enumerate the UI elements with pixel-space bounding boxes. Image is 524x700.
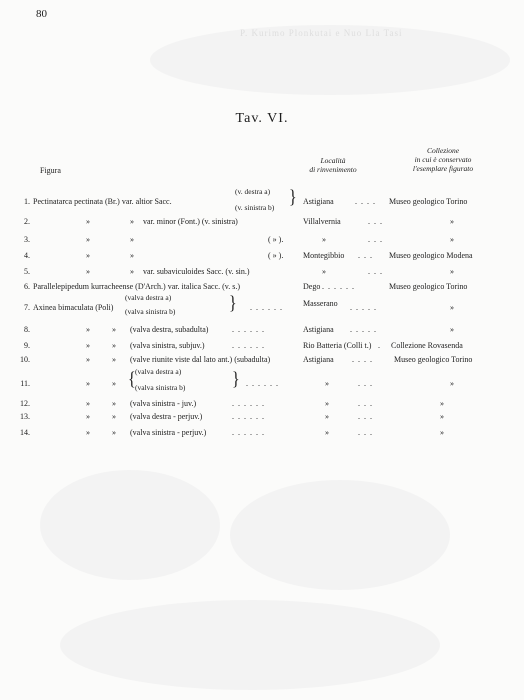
- valve-label: (valva sinistra b): [135, 383, 186, 392]
- figure-number: 14.: [20, 428, 30, 437]
- valve-label: (valva destra a): [135, 367, 182, 376]
- ditto-mark: »: [130, 217, 134, 226]
- leader-dots: .....: [350, 325, 380, 334]
- table-row: [0, 293, 524, 316]
- ditto-mark: »: [86, 355, 90, 364]
- ditto-mark: »: [130, 235, 134, 244]
- locality: »: [325, 428, 329, 437]
- ditto-mark: »: [86, 251, 90, 260]
- ditto-mark: »: [112, 379, 116, 388]
- ditto-mark: »: [86, 399, 90, 408]
- locality: Dego: [303, 282, 321, 291]
- table-row: [0, 266, 524, 280]
- page-number: 80: [36, 8, 47, 20]
- ditto-mark: »: [112, 399, 116, 408]
- table-row: [0, 216, 524, 230]
- ditto-mark: »: [86, 267, 90, 276]
- table-row: [0, 427, 524, 441]
- figure-number: 5.: [24, 267, 30, 276]
- ditto-mark: »: [112, 325, 116, 334]
- collection: »: [450, 325, 454, 334]
- leader-dots: .: [378, 341, 384, 350]
- figure-number: 10.: [20, 355, 30, 364]
- ditto-mark: »: [112, 428, 116, 437]
- table-row: [0, 398, 524, 412]
- species-description: var. subaviculoides Sacc. (v. sin.): [143, 267, 250, 276]
- species-description: (valva sinistra - perjuv.): [130, 428, 207, 437]
- figure-number: 2.: [24, 217, 30, 226]
- locality: Astigiana: [303, 325, 334, 334]
- figure-number: 9.: [24, 341, 30, 350]
- header-line: Località: [320, 156, 346, 165]
- leader-dots: ......: [232, 399, 268, 408]
- header-line: in cui è conservato: [414, 155, 472, 164]
- locality: »: [325, 379, 329, 388]
- ditto-mark: »: [86, 235, 90, 244]
- brace-mark: {: [128, 369, 136, 390]
- table-row: [0, 324, 524, 338]
- locality: Astigiana: [303, 197, 334, 206]
- leader-dots: .....: [350, 303, 380, 312]
- plate-title: Tav. VI.: [235, 111, 289, 126]
- locality: Astigiana: [303, 355, 334, 364]
- ditto-mark: »: [86, 217, 90, 226]
- ditto-mark: »: [86, 341, 90, 350]
- species-description: (valva destra, subadulta): [130, 325, 209, 334]
- collection: Collezione Rovasenda: [391, 341, 463, 350]
- leader-dots: ...: [368, 267, 386, 276]
- ditto-mark: »: [130, 251, 134, 260]
- locality: Montegibbio: [303, 251, 345, 260]
- figure-number: 4.: [24, 251, 30, 260]
- brace-mark: }: [232, 369, 240, 390]
- collection: »: [450, 379, 454, 388]
- leader-dots: ......: [250, 303, 286, 312]
- leader-dots: ....: [355, 197, 379, 206]
- locality: »: [322, 235, 326, 244]
- species-description: (valva sinistra - juv.): [130, 399, 197, 408]
- collection: »: [440, 399, 444, 408]
- leader-dots: ...: [358, 399, 376, 408]
- collection: »: [450, 267, 454, 276]
- valve-label: (valva sinistra b): [125, 307, 176, 316]
- leader-dots: ...: [368, 235, 386, 244]
- locality: Villalvernia: [303, 217, 341, 226]
- table-row: [0, 354, 524, 368]
- table-row: [0, 340, 524, 354]
- collection: »: [440, 412, 444, 421]
- valve-label: (v. sinistra b): [235, 203, 275, 212]
- leader-dots: ......: [232, 412, 268, 421]
- species-description: Axinea bimaculata (Poli): [33, 303, 114, 312]
- ditto-mark: »: [86, 412, 90, 421]
- ditto-mark: »: [112, 355, 116, 364]
- species-description: ( » ).: [268, 251, 284, 260]
- leader-dots: ...: [368, 217, 386, 226]
- figure-number: 7.: [24, 303, 30, 312]
- ditto-mark: »: [112, 412, 116, 421]
- leader-dots: ...: [358, 412, 376, 421]
- species-description: Pectinatarca pectinata (Br.) var. altior Sacc.: [33, 197, 172, 206]
- figure-number: 12.: [20, 399, 30, 408]
- collection: »: [450, 217, 454, 226]
- table-row: [0, 250, 524, 264]
- collection: Museo geologico Modena: [389, 251, 473, 260]
- collection: Museo geologico Torino: [394, 355, 473, 364]
- species-description: ( » ).: [268, 235, 284, 244]
- species-description: var. minor (Font.) (v. sinistra): [143, 217, 238, 226]
- ditto-mark: »: [86, 379, 90, 388]
- species-description: Parallelepipedum kurracheense (D'Arch.) var. italica Sacc. (v. s.): [33, 282, 241, 291]
- header-line: Collezione: [426, 146, 460, 155]
- species-description: (valva destra - perjuv.): [130, 412, 203, 421]
- table-row: [0, 281, 524, 295]
- leader-dots: ......: [246, 379, 282, 388]
- brace-mark: }: [289, 187, 297, 208]
- leader-dots: ......: [232, 341, 268, 350]
- table-row: [0, 187, 524, 212]
- collection: Museo geologico Torino: [389, 282, 468, 291]
- figure-number: 13.: [20, 412, 30, 421]
- collection: »: [450, 235, 454, 244]
- locality: »: [322, 267, 326, 276]
- species-description: (valve riunite viste dal lato ant.) (subadulta): [130, 355, 271, 364]
- figure-number: 1.: [24, 197, 30, 206]
- valve-label: (v. destra a): [235, 187, 271, 196]
- locality: Rio Batteria (Colli t.): [303, 341, 372, 350]
- column-header-collezione: [388, 146, 498, 173]
- leader-dots: ......: [232, 428, 268, 437]
- brace-mark: }: [229, 293, 237, 314]
- table-row: [0, 234, 524, 248]
- figure-number: 3.: [24, 235, 30, 244]
- header-line: di rinvenimento: [309, 165, 357, 174]
- valve-label: (valva destra a): [125, 293, 172, 302]
- locality: Masserano: [303, 299, 338, 308]
- table-row: [0, 367, 524, 392]
- ditto-mark: »: [86, 428, 90, 437]
- ditto-mark: »: [130, 267, 134, 276]
- figure-number: 8.: [24, 325, 30, 334]
- collection: »: [440, 428, 444, 437]
- figure-number: 11.: [20, 379, 30, 388]
- locality: »: [325, 399, 329, 408]
- ditto-mark: »: [86, 325, 90, 334]
- collection: »: [450, 303, 454, 312]
- table-row: [0, 411, 524, 425]
- column-header-figura: Figura: [40, 166, 61, 175]
- leader-dots: ......: [232, 325, 268, 334]
- leader-dots: ...: [358, 379, 376, 388]
- column-header-localita: [298, 156, 368, 174]
- header-line: l'esemplare figurato: [412, 164, 474, 173]
- header-bleed-text: P. Kurimo Plonkutai e Nuo Lla Tasi: [240, 28, 403, 38]
- leader-dots: ....: [352, 355, 376, 364]
- ditto-mark: »: [112, 341, 116, 350]
- figure-number: 6.: [24, 282, 30, 291]
- leader-dots: ...: [358, 251, 376, 260]
- collection: Museo geologico Torino: [389, 197, 468, 206]
- leader-dots: ...: [358, 428, 376, 437]
- leader-dots: ......: [322, 282, 358, 291]
- locality: »: [325, 412, 329, 421]
- species-description: (valva sinistra, subjuv.): [130, 341, 205, 350]
